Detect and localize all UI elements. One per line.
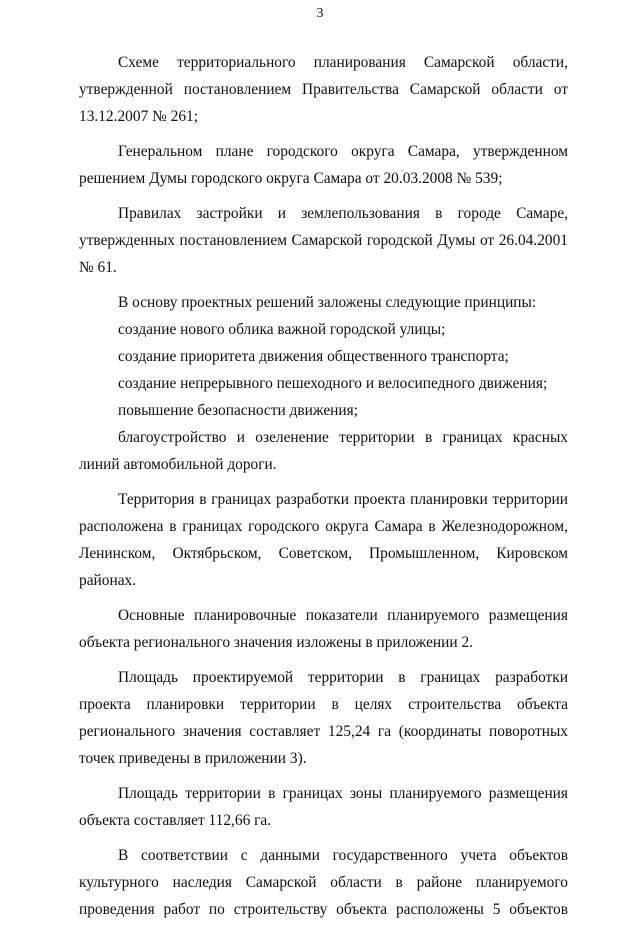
list-item-principle: создание нового облика важной городской улицы; (118, 321, 446, 338)
paragraph-general-plan: Генеральном плане городского округа Самара, утвержденном решением Думы городского округа Самара от 20.03.2008 № 539; (79, 143, 568, 187)
list-item-principle: создание приоритета движения общественного транспорта; (118, 348, 509, 365)
paragraph-territorial-planning-scheme: Схеме территориального планирования Самарской области, утвержденной постановлением Правительства Самарской области от 13.12.2007 № 261; (79, 54, 568, 125)
page-number: 3 (316, 6, 324, 21)
paragraph-zone-area: Площадь территории в границах зоны планируемого размещения объекта составляет 112,66 га. (79, 785, 568, 829)
paragraph-project-area: Площадь проектируемой территории в границах разработки проекта планировки территории в целях строительства объекта регионального значения составляет 125,24 га (координаты поворотных точек приведены в приложении 3). (79, 669, 568, 767)
paragraph-design-principles-intro: В основу проектных решений заложены следующие принципы: (118, 294, 537, 311)
list-item-principle: повышение безопасности движения; (118, 402, 358, 419)
paragraph-territory-location: Территория в границах разработки проекта планировки территории расположена в границах городского округа Самара в Железнодорожном, Ленинском, Октябрьском, Советском, Промышленном, Кировском районах. (79, 491, 568, 589)
list-item-principle: создание непрерывного пешеходного и велосипедного движения; (118, 375, 548, 392)
paragraph-cultural-heritage: В соответствии с данными государственного учета объектов культурного наследия Самарской области в районе планируемого проведения работ по строительству объекта расположены 5 объектов (79, 847, 568, 918)
list-item-principle: благоустройство и озеленение территории в границах красных линий автомобильной дороги. (79, 429, 568, 473)
paragraph-planning-indicators: Основные планировочные показатели планируемого размещения объекта регионального значения изложены в приложении 2. (79, 607, 568, 651)
document-body (79, 49, 568, 931)
paragraph-building-rules: Правилах застройки и землепользования в городе Самаре, утвержденных постановлением Самарской городской Думы от 26.04.2001 № 61. (79, 205, 568, 276)
